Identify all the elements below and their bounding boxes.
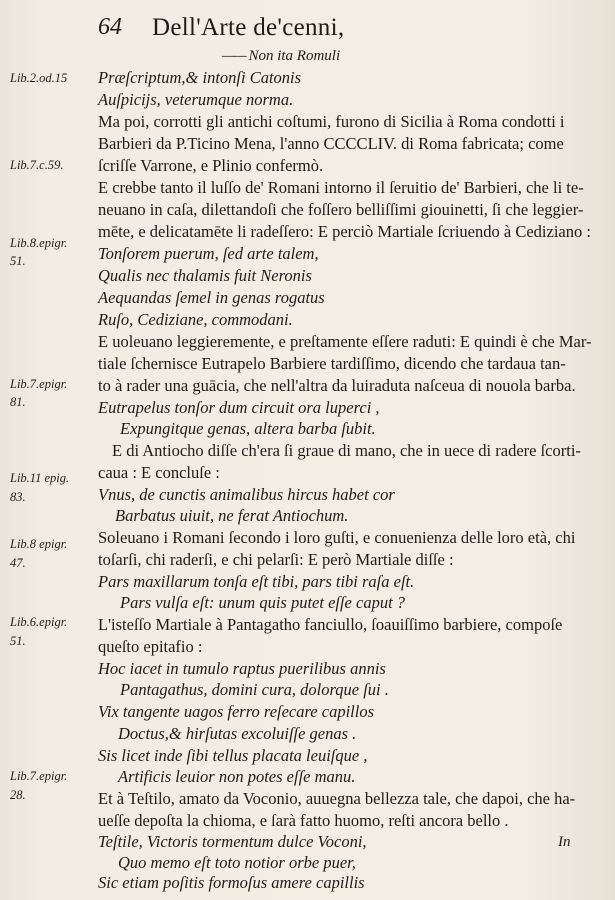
page-number: 64 bbox=[98, 14, 122, 40]
margin-note: Lib.8 epigr. bbox=[10, 537, 68, 551]
margin-note: Lib.7.epigr. bbox=[10, 769, 68, 783]
text-line: Barbatus uiuit, ne ferat Antiochum. bbox=[115, 506, 349, 525]
text-line: Pars maxillarum tonſa eſt tibi, pars tibi raſa eſt. bbox=[98, 572, 415, 591]
text-line: Expungitque genas, altera barba ſubit. bbox=[120, 419, 376, 438]
text-line: L'isteſſo Martiale à Pantagatho fanciullo, ſoauiſſimo barbiere, compoſe bbox=[98, 615, 563, 634]
margin-note: Lib.7.epigr. bbox=[10, 377, 68, 391]
text-line: ſcriſſe Varrone, e Plinio confermò. bbox=[98, 156, 324, 175]
margin-note: 51. bbox=[10, 254, 26, 268]
text-line: Vnus, de cunctis animalibus hircus habet cor bbox=[98, 485, 395, 504]
text-line: Sic etiam poſitis formoſus amere capillis bbox=[98, 873, 365, 892]
text-line: E crebbe tanto il luſſo de' Romani intorno il ſeruitio de' Barbieri, che li te- bbox=[98, 178, 584, 197]
text-line: Barbieri da P.Ticino Mena, l'anno CCCCLIV. di Roma fabricata; come bbox=[98, 134, 564, 153]
margin-note: 83. bbox=[10, 490, 26, 504]
text-line: Pantagathus, domini cura, dolorque ſui . bbox=[120, 680, 389, 699]
text-line: Aequandas ſemel in genas rogatus bbox=[98, 288, 325, 307]
text-line: Et à Teſtilo, amato da Voconio, auuegna bellezza tale, che dapoi, che ha- bbox=[98, 789, 576, 808]
text-line: ueſſe depoſta la chioma, e ſarà fatto huomo, reſti ancora bello . bbox=[98, 811, 509, 830]
text-line: toſarſi, chi raderſi, e chi pelarſi: E però Martiale diſſe : bbox=[98, 550, 454, 569]
text-line: to à rader una guācia, che nell'altra da luiraduta naſceua di nouola barba. bbox=[98, 376, 576, 395]
text-line: Quo memo eſt toto notior orbe puer, bbox=[118, 853, 356, 872]
margin-note: Lib.2.od.15 bbox=[10, 71, 68, 85]
text-line: Soleuano i Romani ſecondo i loro guſti, e conuenienza delle loro età, chi bbox=[98, 528, 576, 547]
text-line: Doctus,& hirſutas excoluiſſe genas . bbox=[118, 724, 357, 743]
margin-note: Lib.7.c.59. bbox=[10, 158, 64, 172]
text-line: Teſtile, Victoris tormentum dulce Voconi, bbox=[98, 832, 367, 851]
text-line: Vix tangente uagos ferro reſecare capillos bbox=[98, 702, 375, 721]
text-line: Ma poi, corrotti gli antichi coſtumi, furono di Sicilia à Roma condotti i bbox=[98, 112, 565, 131]
margin-note: 81. bbox=[10, 395, 26, 409]
text-line: Qualis nec thalamis fuit Neronis bbox=[98, 266, 312, 285]
text-line: neuano in caſa, dilettandoſi che foſſero belliſſimi giouinetti, ſi che leggier- bbox=[98, 200, 584, 219]
text-line: Eutrapelus tonſor dum circuit ora luperci , bbox=[98, 398, 380, 417]
text-line: mēte, e delicatamēte li radeſſero: E perciò Martiale ſcriuendo à Cediziano : bbox=[98, 222, 591, 241]
margin-note: 47. bbox=[10, 556, 26, 570]
catchword: In bbox=[558, 834, 571, 850]
text-line: Ruſo, Cediziane, commodani. bbox=[98, 310, 293, 329]
margin-note: Lib.8.epigr. bbox=[10, 236, 68, 250]
margin-note: 51. bbox=[10, 634, 26, 648]
text-line: E uoleuano leggieremente, e preſtamente eſſere raduti: E quindi è che Mar- bbox=[98, 332, 592, 351]
margin-note: 28. bbox=[10, 788, 26, 802]
catch-line: —— Non ita Romuli bbox=[222, 48, 341, 64]
text-line: tiale ſchernisce Eutrapelo Barbiere tardiſſimo, dicendo che tardaua tan- bbox=[98, 354, 566, 373]
running-head: Dell'Arte de'cenni, bbox=[152, 14, 345, 41]
text-line: Tonſorem puerum, ſed arte talem, bbox=[98, 244, 319, 263]
text-line: Hoc iacet in tumulo raptus puerilibus annis bbox=[98, 659, 386, 678]
text-line: E di Antiocho diſſe ch'era ſi graue di mano, che in uece di radere ſcorti- bbox=[112, 441, 581, 460]
margin-note: Lib.11 epig. bbox=[10, 471, 70, 485]
text-line: Artificis leuior non potes eſſe manu. bbox=[118, 767, 356, 786]
margin-note: Lib.6.epigr. bbox=[10, 615, 68, 629]
text-line: Auſpicijs, veterumque norma. bbox=[98, 90, 294, 109]
text-line: caua : E concluſe : bbox=[98, 463, 220, 482]
text-line: queſto epitafio : bbox=[98, 637, 203, 656]
text-line: Præſcriptum,& intonſi Catonis bbox=[98, 68, 302, 87]
text-line: Sis licet inde ſibi tellus placata leuiſque , bbox=[98, 746, 368, 765]
text-line: Pars vulſa eſt: unum quis putet eſſe caput ? bbox=[120, 593, 406, 612]
